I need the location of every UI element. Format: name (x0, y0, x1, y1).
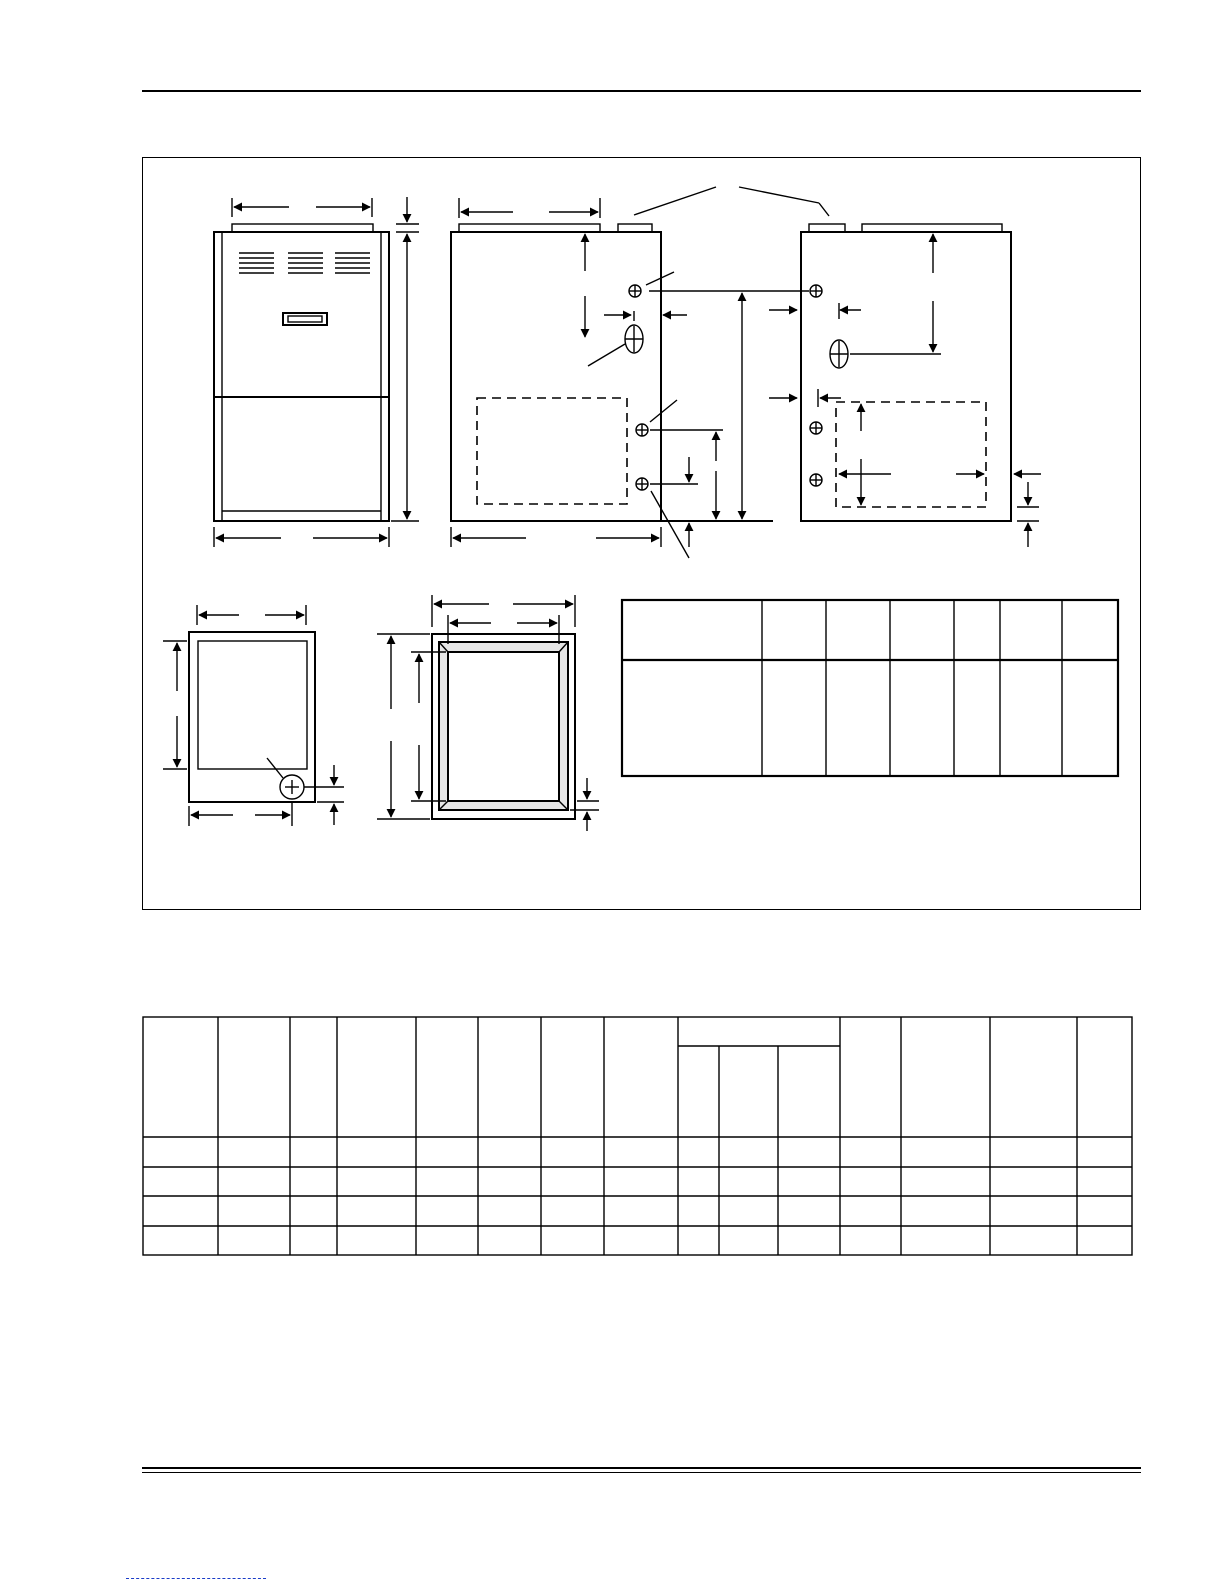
header-rule (142, 90, 1141, 92)
footer-rule (142, 1467, 1141, 1469)
footer-rule-thin (142, 1472, 1141, 1473)
bottom-view (377, 595, 599, 831)
furnace-dimension-drawing (143, 158, 1142, 911)
knockout-icon (636, 478, 648, 490)
knockout-icon (629, 285, 641, 297)
gas-inlet-knockout-icon (625, 325, 643, 353)
left-side-view (451, 187, 829, 558)
knockout-icon (810, 285, 822, 297)
inset-dimension-table (622, 600, 1118, 776)
right-side-view (769, 224, 1041, 547)
flue-outlet-icon (280, 775, 304, 799)
top-view (163, 605, 344, 826)
knockout-icon (810, 422, 822, 434)
footer-link[interactable] (126, 1578, 266, 1579)
table-grid (143, 1017, 1132, 1255)
dimension-figure (142, 157, 1141, 910)
door-handle-icon (283, 313, 327, 325)
dimensions-table (142, 1016, 1134, 1257)
louver-vents-icon (239, 253, 370, 273)
front-view (214, 197, 419, 547)
knockout-icon (636, 424, 648, 436)
gas-inlet-knockout-icon (830, 340, 848, 368)
knockout-icon (810, 474, 822, 486)
